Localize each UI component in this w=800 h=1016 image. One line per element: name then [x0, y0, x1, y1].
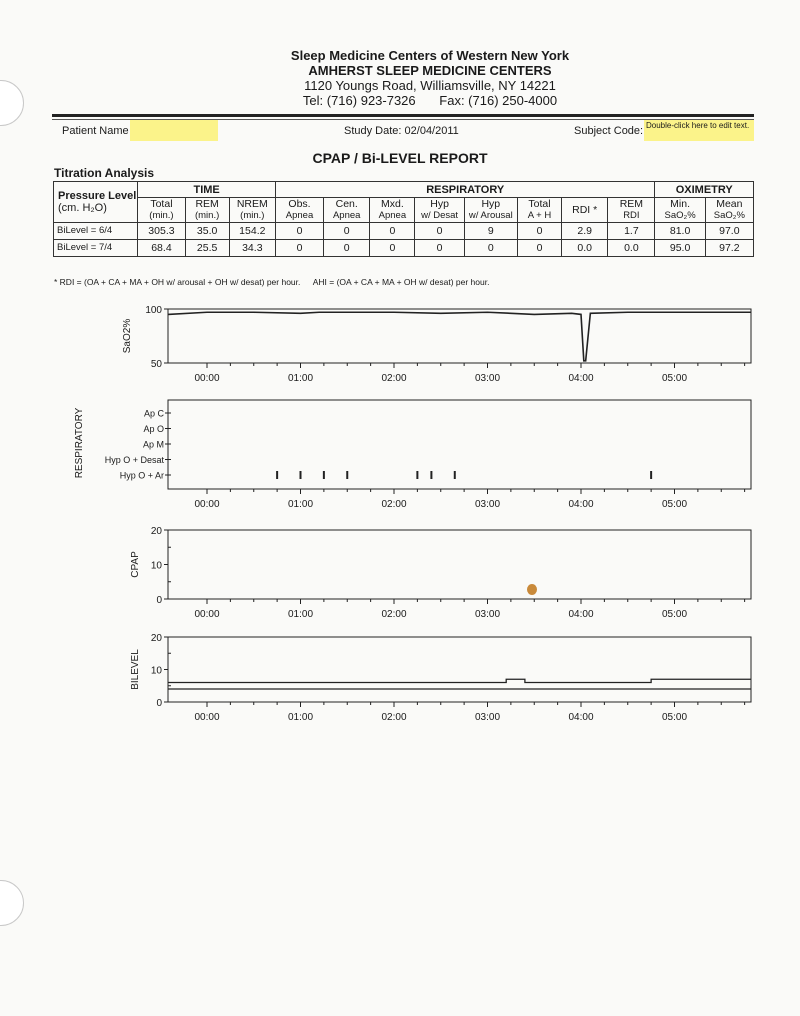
table-cell: 154.2	[229, 223, 275, 240]
report-title: CPAP / Bi-LEVEL REPORT	[312, 150, 488, 166]
titration-table	[53, 181, 754, 257]
column-header-top: Mean	[716, 198, 743, 210]
column-header	[415, 198, 464, 223]
y-tick-label: 20	[150, 526, 162, 537]
table-row	[54, 240, 754, 257]
subject-code-label: Subject Code:	[574, 125, 644, 137]
event-mark	[300, 471, 302, 479]
column-header	[655, 198, 705, 223]
pressure-level-header	[54, 182, 138, 223]
x-tick-label: 05:00	[661, 609, 688, 620]
y-tick-label: 10	[150, 665, 162, 677]
fax: Fax: (716) 250-4000	[439, 93, 558, 108]
column-header-top: REM	[195, 198, 219, 210]
table-cell: 34.3	[229, 240, 275, 257]
table-row	[54, 223, 754, 240]
patient-header	[52, 120, 754, 142]
column-header-top: Min.	[670, 198, 690, 210]
ahi-definition: AHI = (OA + CA + MA + OH w/ desat) per hour.	[312, 277, 490, 287]
column-header-bottom: Apnea	[285, 210, 314, 221]
pressure-level-unit: (cm. H₂O)	[58, 202, 107, 214]
pressure-series-line	[168, 679, 751, 682]
sao2-series-line	[168, 312, 751, 361]
event-mark	[454, 471, 456, 479]
table-cell: 305.3	[138, 223, 185, 240]
x-tick-label: 00:00	[194, 609, 220, 620]
y-axis-label: RESPIRATORY	[74, 407, 85, 479]
column-header	[229, 198, 275, 223]
pressure-level-cell: BiLevel = 7/4	[54, 240, 138, 257]
x-tick-label: 05:00	[661, 712, 688, 723]
table-cell: 0.0	[562, 240, 608, 257]
column-header-bottom: SaO₂%	[713, 210, 745, 221]
category-label: Ap M	[142, 439, 164, 450]
column-header-top: Cen.	[335, 198, 358, 210]
respiratory-group-header: RESPIRATORY	[275, 182, 655, 198]
footnote	[54, 277, 489, 287]
column-header	[275, 198, 323, 223]
x-tick-label: 01:00	[287, 609, 314, 620]
plot-frame	[168, 637, 751, 702]
x-tick-label: 03:00	[474, 373, 501, 384]
category-label: Hyp O + Ar	[119, 470, 164, 481]
column-header-bottom: A + H	[527, 210, 552, 221]
letterhead	[0, 48, 800, 108]
x-tick-label: 03:00	[474, 499, 501, 510]
table-cell: 0	[275, 223, 323, 240]
column-header-top: NREM	[236, 198, 268, 210]
x-tick-label: 01:00	[287, 712, 314, 723]
address: 1120 Youngs Road, Williamsville, NY 14221	[304, 78, 556, 93]
x-tick-label: 03:00	[474, 609, 501, 620]
column-header-bottom: Apnea	[378, 210, 407, 221]
x-tick-label: 04:00	[568, 499, 594, 510]
pressure-level-title: Pressure Level	[58, 190, 137, 202]
column-header-bottom: w/ Desat	[421, 210, 459, 221]
table-cell: 0	[415, 240, 464, 257]
table-cell: 81.0	[655, 223, 705, 240]
table-cell: 9	[464, 223, 517, 240]
column-header	[324, 198, 370, 223]
column-header-top: RDI *	[572, 204, 598, 216]
y-tick-label: 10	[150, 560, 162, 572]
contact-line	[60, 93, 800, 108]
column-header-top: Total	[150, 198, 173, 210]
column-header	[608, 198, 655, 223]
table-cell: 0	[275, 240, 323, 257]
plot-frame	[168, 530, 751, 599]
x-tick-label: 04:00	[568, 609, 594, 620]
oximetry-group-header: OXIMETRY	[655, 182, 754, 198]
event-mark	[430, 471, 432, 479]
column-header-top: Total	[528, 198, 551, 210]
bilevel-chart	[0, 630, 800, 725]
column-header-top: Mxd.	[381, 198, 404, 210]
x-tick-label: 01:00	[287, 373, 314, 384]
column-header-top: REM	[619, 198, 644, 210]
org-name: Sleep Medicine Centers of Western New York	[290, 48, 570, 63]
table-cell: 68.4	[138, 240, 185, 257]
column-header	[705, 198, 753, 223]
x-tick-label: 02:00	[381, 609, 407, 620]
y-axis-label: SaO2%	[122, 318, 133, 354]
table-cell: 35.0	[185, 223, 229, 240]
rdi-definition: * RDI = (OA + CA + MA + OH w/ arousal + OH w/ desat) per hour.	[54, 277, 301, 287]
x-tick-label: 05:00	[661, 499, 688, 510]
table-cell: 2.9	[562, 223, 608, 240]
x-tick-label: 04:00	[568, 712, 594, 723]
sao2-chart	[0, 300, 800, 390]
cpap-chart	[0, 520, 800, 625]
column-header-top: Hyp	[481, 198, 501, 210]
y-tick-label: 50	[150, 359, 162, 370]
column-header-bottom: (min.)	[194, 210, 220, 221]
category-label: Ap O	[143, 424, 164, 434]
event-mark	[276, 471, 278, 479]
phone: Tel: (716) 923-7326	[302, 93, 416, 108]
subject-code-field[interactable]: Double-click here to edit text.	[644, 120, 754, 141]
y-axis-label: CPAP	[130, 551, 141, 578]
patient-name-field[interactable]	[130, 120, 218, 141]
plot-frame	[168, 309, 751, 363]
y-tick-label: 100	[145, 305, 162, 316]
column-header	[464, 198, 517, 223]
table-cell: 1.7	[608, 223, 655, 240]
table-cell: 95.0	[655, 240, 705, 257]
x-tick-label: 03:00	[474, 712, 501, 723]
column-header-bottom: (min.)	[149, 210, 174, 221]
table-cell: 0	[370, 240, 415, 257]
event-mark	[346, 471, 348, 479]
x-tick-label: 04:00	[568, 373, 594, 384]
table-cell: 0	[370, 223, 415, 240]
x-tick-label: 00:00	[194, 712, 220, 723]
column-header	[562, 198, 608, 223]
column-header	[517, 198, 561, 223]
paper-stain	[527, 584, 537, 595]
study-date: Study Date: 02/04/2011	[344, 125, 459, 137]
patient-name-label: Patient Name	[62, 125, 129, 137]
binder-hole	[0, 880, 24, 926]
section-title: Titration Analysis	[54, 166, 155, 180]
table-cell: 25.5	[185, 240, 229, 257]
time-group-header: TIME	[138, 182, 276, 198]
event-mark	[323, 471, 325, 479]
y-tick-label: 0	[156, 595, 162, 606]
y-tick-label: 0	[156, 698, 162, 709]
column-header-bottom: SaO₂%	[664, 210, 696, 221]
table-cell: 0	[517, 240, 561, 257]
table-cell: 0	[415, 223, 464, 240]
plot-frame	[168, 400, 751, 489]
x-tick-label: 02:00	[381, 712, 407, 723]
category-label: Hyp O + Desat	[104, 455, 164, 465]
x-tick-label: 02:00	[381, 373, 407, 384]
center-name: AMHERST SLEEP MEDICINE CENTERS	[308, 63, 552, 78]
table-cell: 0	[324, 240, 370, 257]
x-tick-label: 05:00	[661, 373, 688, 384]
event-mark	[416, 471, 418, 479]
pressure-level-cell: BiLevel = 6/4	[54, 223, 138, 240]
event-mark	[650, 471, 652, 479]
column-header-bottom: w/ Arousal	[468, 210, 513, 221]
table-cell: 97.2	[705, 240, 753, 257]
category-label: Ap C	[143, 408, 164, 419]
column-header-bottom: (min.)	[240, 210, 265, 221]
x-tick-label: 00:00	[194, 373, 220, 384]
y-axis-label: BILEVEL	[130, 649, 141, 690]
column-header	[138, 198, 185, 223]
table-cell: 0	[517, 223, 561, 240]
column-header-top: Obs.	[288, 198, 311, 210]
x-tick-label: 02:00	[381, 499, 407, 510]
table-cell: 0	[464, 240, 517, 257]
table-cell: 97.0	[705, 223, 753, 240]
x-tick-label: 01:00	[287, 499, 314, 510]
respiratory-chart	[0, 395, 800, 515]
x-tick-label: 00:00	[194, 499, 220, 510]
y-tick-label: 20	[150, 633, 162, 644]
column-header-top: Hyp	[430, 198, 449, 210]
column-header	[185, 198, 229, 223]
table-cell: 0	[324, 223, 370, 240]
column-header	[370, 198, 415, 223]
column-header-bottom: Apnea	[332, 210, 361, 221]
column-header-bottom: RDI	[623, 210, 640, 221]
header-rule	[52, 114, 754, 117]
table-cell: 0.0	[608, 240, 655, 257]
